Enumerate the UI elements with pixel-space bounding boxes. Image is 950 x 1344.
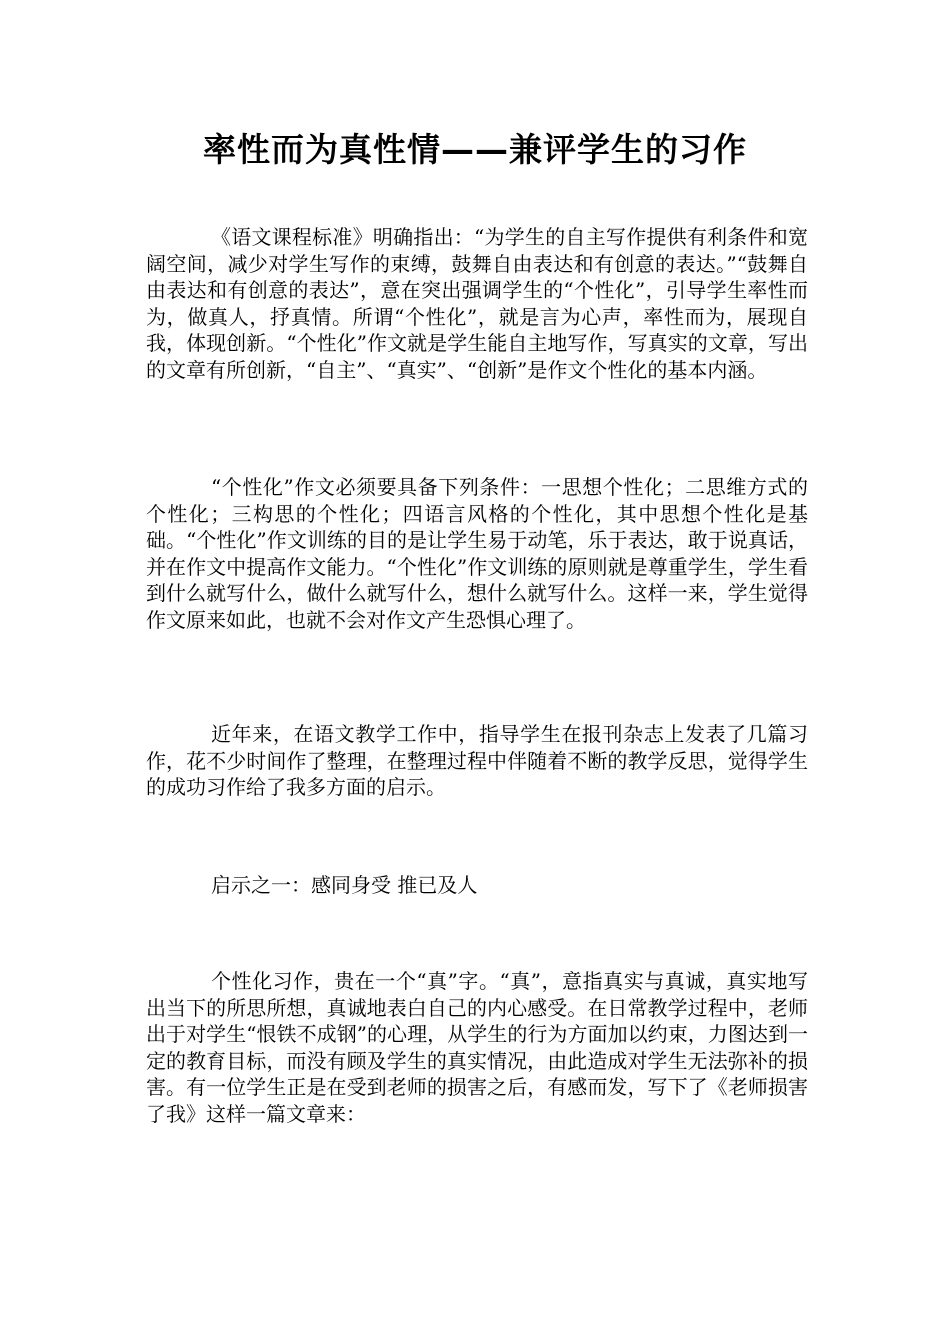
paragraph-personalized-conditions: “个性化”作文必须要具备下列条件：一思想个性化；二思维方式的个性化；三构思的个性化；四语言风格的个性化，其中思想个性化是基础。“个性化”作文训练的目的是让学生易于动笔，乐于表达，敢于说真话，并在作文中提高作文能力。“个性化”作文训练的原则就是尊重学生，学生看到什么就写什么，做什么就写什么，想什么就写什么。这样一来，学生觉得作文原来如此，也就不会对作文产生恐惧心理了。 [146, 475, 808, 632]
paragraph-truthfulness: 个性化习作，贵在一个“真”字。“真”，意指真实与真诚，真实地写出当下的所思所想，真诚地表白自己的内心感受。在日常教学过程中，老师出于对学生“恨铁不成钢”的心理，从学生的行为方面加以约束，力图达到一定的教育目标，而没有顾及学生的真实情况，由此造成对学生无法弥补的损害。有一位学生正是在受到老师的损害之后，有感而发，写下了《老师损害了我》这样一篇文章来： [146, 969, 808, 1126]
section-heading-insight-one: 启示之一：感同身受 推已及人 [211, 873, 478, 897]
paragraph-curriculum-standard: 《语文课程标准》明确指出：“为学生的自主写作提供有利条件和宽阔空间，减少对学生写作的束缚，鼓舞自由表达和有创意的表达。”“鼓舞自由表达和有创意的表达”，意在突出强调学生的“个性化”，引导学生率性而为，做真人，抒真情。所谓“个性化”，就是言为心声，率性而为，展现自我，体现创新。“个性化”作文就是学生能自主地写作，写真实的文章，写出的文章有所创新，“自主”、“真实”、“创新”是作文个性化的基本内涵。 [146, 225, 808, 382]
document-title: 率性而为真性情——兼评学生的习作 [203, 130, 747, 169]
paragraph-recent-years: 近年来，在语文教学工作中，指导学生在报刊杂志上发表了几篇习作，花不少时间作了整理，在整理过程中伴随着不断的教学反思，觉得学生的成功习作给了我多方面的启示。 [146, 722, 808, 799]
